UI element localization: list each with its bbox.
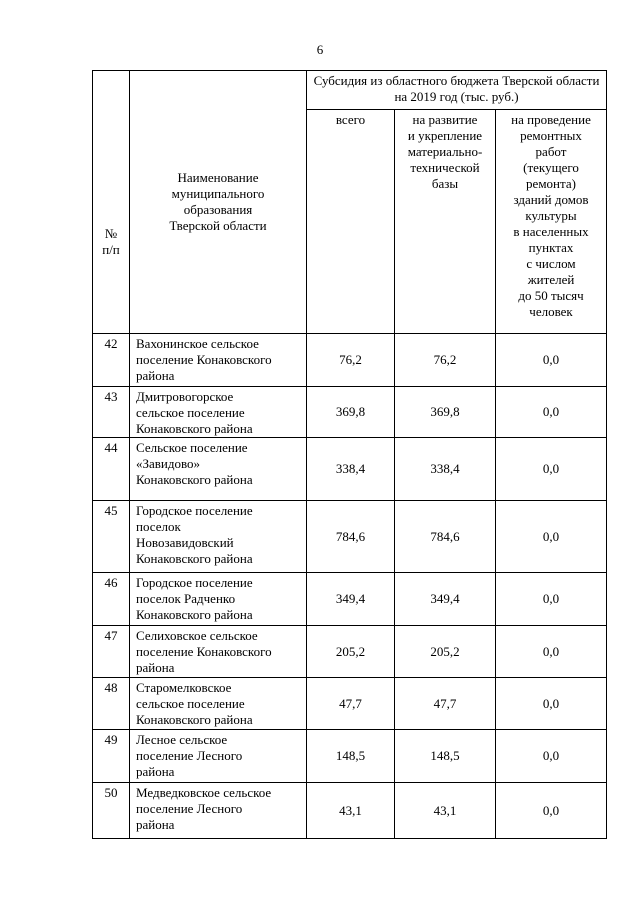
table-row [93, 626, 607, 678]
row-repair: 0,0 [496, 573, 607, 626]
row-total: 148,5 [307, 730, 395, 783]
row-total: 76,2 [307, 334, 395, 387]
row-number: 49 [93, 730, 130, 783]
row-number: 45 [93, 501, 130, 573]
row-total: 47,7 [307, 678, 395, 730]
table-row [93, 387, 607, 438]
page-number: 6 [316, 42, 324, 57]
row-development: 205,2 [395, 626, 496, 678]
row-number: 50 [93, 783, 130, 839]
row-municipality-name: Селиховское сельское поселение Конаковского района [130, 626, 307, 678]
row-municipality-name: Дмитровогорское сельское поселение Конаковского района [130, 387, 307, 438]
row-total: 205,2 [307, 626, 395, 678]
row-repair: 0,0 [496, 387, 607, 438]
row-development: 369,8 [395, 387, 496, 438]
row-repair: 0,0 [496, 626, 607, 678]
row-total: 349,4 [307, 573, 395, 626]
row-municipality-name: Городское поселение поселок Радченко Конаковского района [130, 573, 307, 626]
row-repair: 0,0 [496, 678, 607, 730]
row-municipality-name: Сельское поселение «Завидово» Конаковского района [130, 438, 307, 501]
row-number: 42 [93, 334, 130, 387]
table-row [93, 501, 607, 573]
header-repair: на проведение ремонтных работ (текущего ремонта) зданий домов культуры в населенных пунктах с числом жителей до 50 тысяч человек [496, 110, 607, 334]
table-row [93, 678, 607, 730]
row-development: 43,1 [395, 783, 496, 839]
header-num: № п/п [93, 71, 130, 334]
row-total: 784,6 [307, 501, 395, 573]
row-municipality-name: Вахонинское сельское поселение Конаковского района [130, 334, 307, 387]
row-repair: 0,0 [496, 730, 607, 783]
row-development: 47,7 [395, 678, 496, 730]
row-repair: 0,0 [496, 438, 607, 501]
row-development: 148,5 [395, 730, 496, 783]
row-municipality-name: Медведковское сельское поселение Лесного района [130, 783, 307, 839]
row-number: 43 [93, 387, 130, 438]
header-total: всего [307, 110, 395, 334]
row-number: 48 [93, 678, 130, 730]
header-subsidy-group: Субсидия из областного бюджета Тверской области на 2019 год (тыс. руб.) [307, 71, 607, 110]
row-municipality-name: Старомелковское сельское поселение Конаковского района [130, 678, 307, 730]
row-total: 43,1 [307, 783, 395, 839]
row-development: 338,4 [395, 438, 496, 501]
table-row [93, 783, 607, 839]
row-development: 76,2 [395, 334, 496, 387]
table-row [93, 730, 607, 783]
row-municipality-name: Лесное сельское поселение Лесного района [130, 730, 307, 783]
table-row [93, 573, 607, 626]
table-row [93, 438, 607, 501]
row-total: 369,8 [307, 387, 395, 438]
row-number: 44 [93, 438, 130, 501]
header-name: Наименование муниципального образования Тверской области [130, 71, 307, 334]
row-municipality-name: Городское поселение поселок Новозавидовский Конаковского района [130, 501, 307, 573]
subsidy-table [92, 70, 607, 839]
row-development: 349,4 [395, 573, 496, 626]
row-number: 47 [93, 626, 130, 678]
table-row [93, 334, 607, 387]
header-development: на развитие и укрепление материально- технической базы [395, 110, 496, 334]
row-total: 338,4 [307, 438, 395, 501]
row-development: 784,6 [395, 501, 496, 573]
row-repair: 0,0 [496, 334, 607, 387]
row-repair: 0,0 [496, 501, 607, 573]
row-number: 46 [93, 573, 130, 626]
row-repair: 0,0 [496, 783, 607, 839]
